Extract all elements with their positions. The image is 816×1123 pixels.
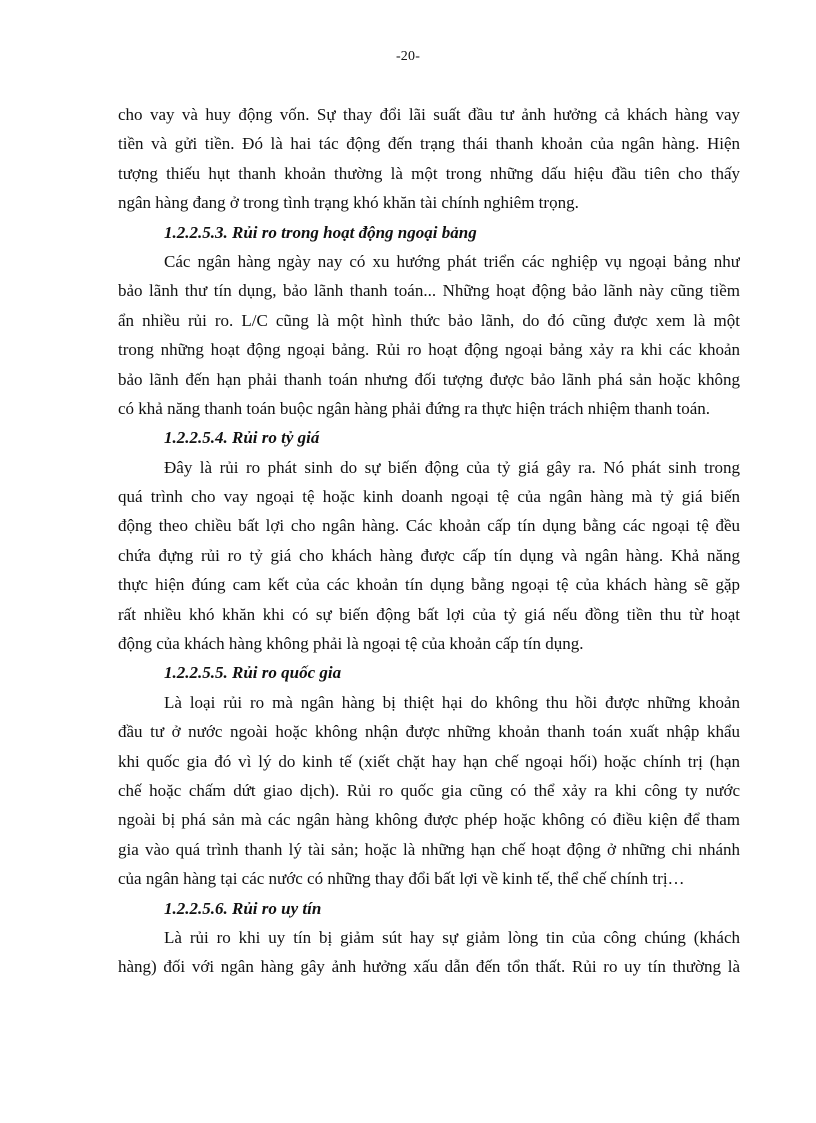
section-heading: 1.2.2.5.3. Rủi ro trong hoạt động ngoại bảng [164,222,477,242]
text-line: động của khách hàng không phải là ngoại tệ của khoản cấp tín dụng. [118,634,584,654]
paragraph [118,453,740,659]
section-heading: 1.2.2.5.6. Rủi ro uy tín [164,898,322,918]
text-line: khi quốc gia đó vì lý do kinh tế (xiết chặt hay hạn chế ngoại hối) hoặc chính trị (hạn [118,751,740,771]
text-line: ngoài bị phá sản mà các ngân hàng không được phép hoặc không có điều kiện để tham [118,810,740,830]
text-line: đầu tư ở nước ngoài hoặc không nhận được những khoản thanh toán xuất nhập khẩu [118,722,740,742]
text-line: động theo chiều bất lợi cho ngân hàng. Các khoản cấp tín dụng bằng các ngoại tệ đều [118,516,740,536]
text-line: Là rủi ro khi uy tín bị giảm sút hay sự giảm lòng tin của công chúng (khách [164,927,740,947]
paragraph [118,688,740,894]
text-line: tượng thiếu hụt thanh khoản thường là một trong những dấu hiệu đầu tiên cho thấy [118,163,740,183]
paragraph [118,100,740,218]
text-line: quá trình cho vay ngoại tệ hoặc kinh doanh ngoại tệ của ngân hàng mà tỷ giá biến [118,487,740,507]
section-heading: 1.2.2.5.4. Rủi ro tỷ giá [164,428,320,448]
text-line: Là loại rủi ro mà ngân hàng bị thiệt hại do không thu hồi được những khoản [164,692,740,712]
text-line: gia vào quá trình thanh lý tài sản; hoặc là những hạn chế hoạt động ở những chi nhánh [118,839,740,859]
section-heading: 1.2.2.5.5. Rủi ro quốc gia [164,663,342,683]
text-line: bảo lãnh đến hạn phải thanh toán nhưng đối tượng được bảo lãnh phá sản hoặc không [118,369,740,389]
text-line: chế hoặc chấm dứt giao dịch). Rủi ro quốc gia cũng có thể xảy ra khi công ty nước [118,780,740,800]
paragraph [118,923,740,982]
paragraph [118,247,740,423]
text-line: tiền và gửi tiền. Đó là hai tác động đến trạng thái thanh khoản của ngân hàng. Hiện [118,134,740,154]
text-line: ẩn nhiều rủi ro. L/C cũng là một hình thức bảo lãnh, do đó cũng được xem là một [118,310,740,330]
text-line: trong những hoạt động ngoại bảng. Rủi ro hoạt động ngoại bảng xảy ra khi các khoản [118,340,740,360]
text-line: bảo lãnh thư tín dụng, bảo lãnh thanh toán... Những hoạt động bảo lãnh này cũng tiềm [118,281,740,301]
page-number: -20- [395,49,421,64]
document-body [118,100,740,982]
text-line: chứa đựng rủi ro tỷ giá cho khách hàng được cấp tín dụng và ngân hàng. Khả năng [118,545,740,565]
text-line: cho vay và huy động vốn. Sự thay đổi lãi suất đầu tư ảnh hưởng cả khách hàng vay [118,105,740,124]
text-line: Các ngân hàng ngày nay có xu hướng phát triển các nghiệp vụ ngoại bảng như [164,251,740,271]
text-line: của ngân hàng tại các nước có những thay đổi bất lợi về kinh tế, thể chế chính trị… [118,869,685,889]
text-line: thực hiện đúng cam kết của các khoản tín dụng bằng ngoại tệ của khách hàng sẽ gặp [118,575,740,595]
text-line: Đây là rủi ro phát sinh do sự biến động của tỷ giá gây ra. Nó phát sinh trong [164,457,740,477]
text-line: có khả năng thanh toán buộc ngân hàng phải đứng ra thực hiện trách nhiệm thanh toán. [118,398,711,418]
text-line: hàng) đối với ngân hàng gây ảnh hưởng xấu dẫn đến tổn thất. Rủi ro uy tín thường là [118,957,740,977]
text-line: ngân hàng đang ở trong tình trạng khó khăn tài chính nghiêm trọng. [118,193,579,213]
text-line: rất nhiều khó khăn khi có sự biến động bất lợi của tỷ giá nếu đồng tiền thu từ hoạt [118,604,740,624]
